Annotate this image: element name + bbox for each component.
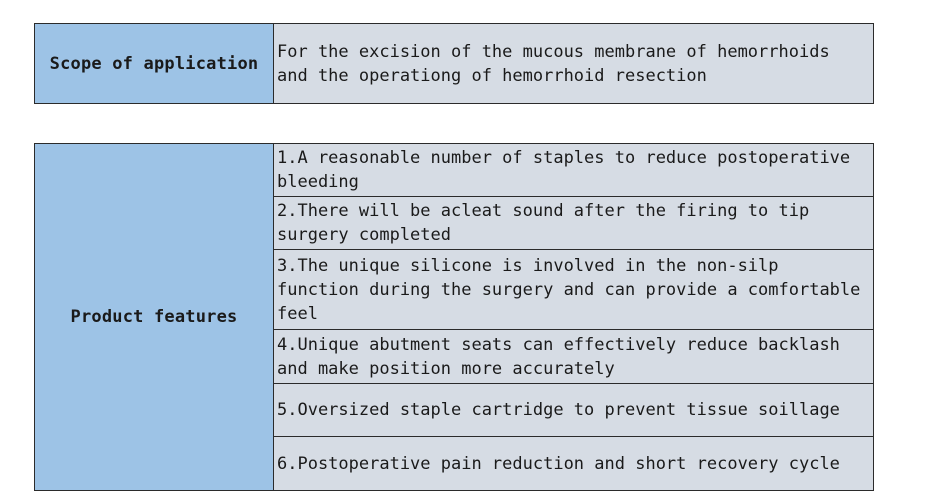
- feature-item: 4.Unique abutment seats can effectively reduce backlash and make position more accurately: [274, 330, 873, 384]
- feature-item: 3.The unique silicone is involved in the non-silp function during the surgery and can provide a comfortable feel: [274, 250, 873, 330]
- features-list: [274, 144, 873, 490]
- feature-item: 2.There will be acleat sound after the firing to tip surgery completed: [274, 197, 873, 250]
- feature-item: 6.Postoperative pain reduction and short recovery cycle: [274, 437, 873, 490]
- features-table: [34, 143, 874, 491]
- features-label: Product features: [35, 144, 274, 490]
- scope-label: Scope of application: [35, 24, 274, 103]
- scope-table: [34, 23, 874, 104]
- feature-item: 1.A reasonable number of staples to reduce postoperative bleeding: [274, 144, 873, 197]
- scope-text: For the excision of the mucous membrane of hemorrhoids and the operationg of hemorrhoid resection: [274, 24, 873, 103]
- feature-item: 5.Oversized staple cartridge to prevent tissue soillage: [274, 384, 873, 437]
